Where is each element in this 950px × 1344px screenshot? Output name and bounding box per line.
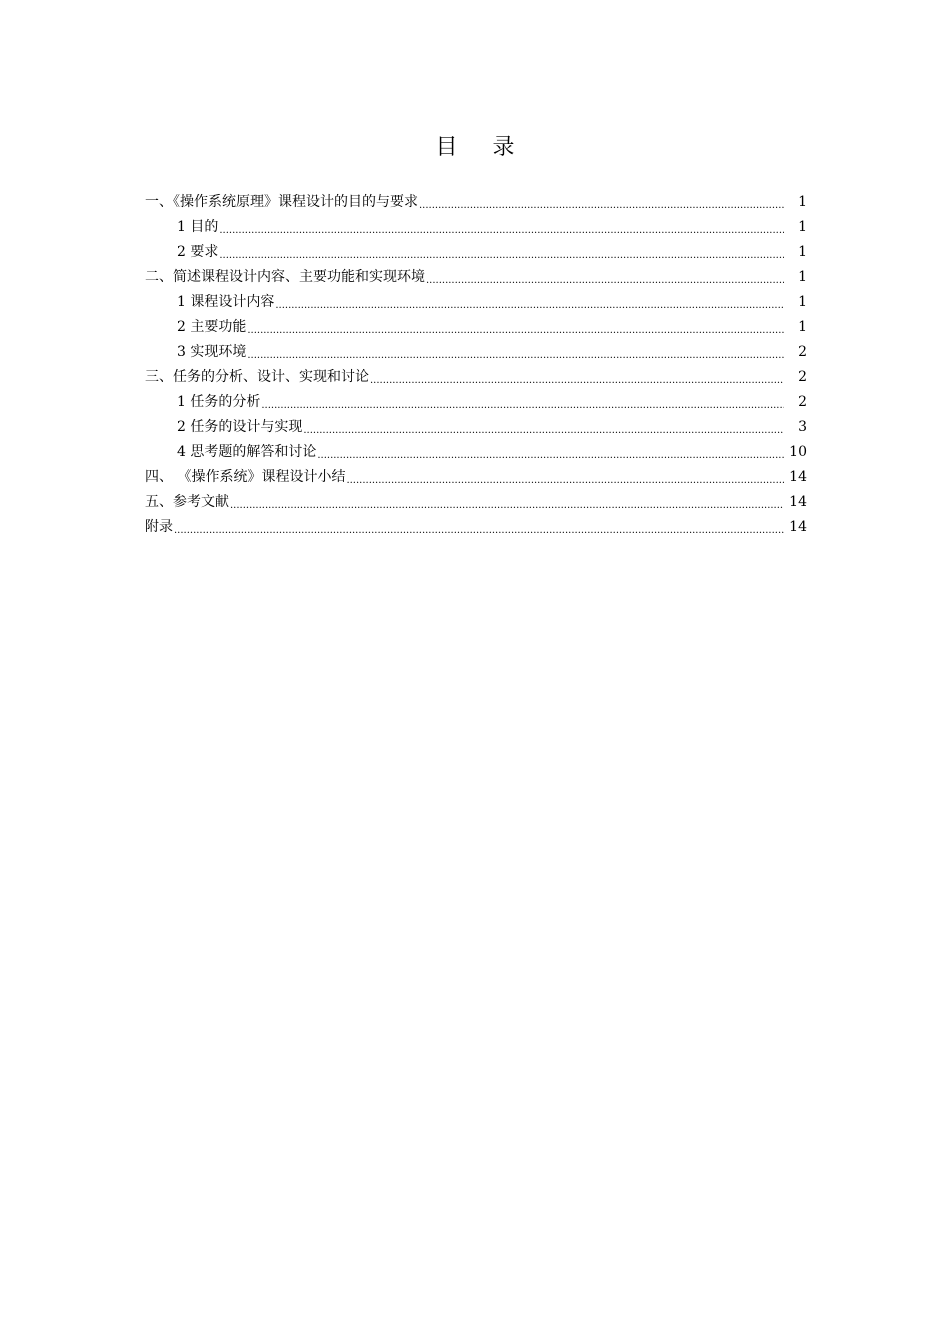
toc-dot-leader bbox=[174, 515, 784, 540]
toc-entry-text: 3 实现环境 bbox=[177, 344, 247, 360]
toc-dot-leader bbox=[303, 415, 784, 440]
toc-entry[interactable] bbox=[145, 265, 807, 290]
toc-page-number: 1 bbox=[798, 319, 807, 335]
toc-dot-leader bbox=[426, 265, 784, 290]
toc-dot-leader bbox=[230, 490, 784, 515]
toc-entry[interactable] bbox=[145, 190, 807, 215]
toc-dot-leader bbox=[219, 240, 784, 265]
toc-entry[interactable] bbox=[145, 490, 807, 515]
toc-dot-leader bbox=[419, 190, 784, 215]
toc-entry-text: 4 思考题的解答和讨论 bbox=[177, 444, 317, 460]
toc-dot-leader bbox=[247, 340, 784, 365]
toc-page-number: 1 bbox=[798, 294, 807, 310]
toc-entry-text: 一、《操作系统原理》课程设计的目的与要求 bbox=[145, 194, 418, 210]
toc-dot-leader bbox=[247, 315, 784, 340]
toc-entry-text: 五、参考文献 bbox=[145, 494, 229, 510]
toc-entry-text: 附录 bbox=[145, 519, 173, 535]
toc-entry-text: 1 目的 bbox=[177, 219, 219, 235]
toc-entry[interactable] bbox=[145, 240, 807, 265]
toc-page-number: 1 bbox=[798, 244, 807, 260]
toc-entry-text: 1 任务的分析 bbox=[177, 394, 261, 410]
toc-page-number: 2 bbox=[798, 344, 807, 360]
toc-entry-text: 1 课程设计内容 bbox=[177, 294, 275, 310]
toc-page-number: 14 bbox=[789, 494, 807, 510]
toc-page-number: 1 bbox=[798, 219, 807, 235]
toc-dot-leader bbox=[219, 215, 784, 240]
toc-entry[interactable] bbox=[145, 340, 807, 365]
toc-dot-leader bbox=[370, 365, 784, 390]
toc-dot-leader bbox=[275, 290, 784, 315]
toc-dot-leader bbox=[346, 465, 784, 490]
toc-entry-text: 二、简述课程设计内容、主要功能和实现环境 bbox=[145, 269, 425, 285]
toc-entry[interactable] bbox=[145, 365, 807, 390]
toc-page-number: 2 bbox=[798, 369, 807, 385]
toc-entry-text: 三、任务的分析、设计、实现和讨论 bbox=[145, 369, 369, 385]
toc-entry[interactable] bbox=[145, 390, 807, 415]
toc-entry[interactable] bbox=[145, 515, 807, 540]
toc-entry[interactable] bbox=[145, 215, 807, 240]
toc-entry[interactable] bbox=[145, 465, 807, 490]
toc-page-number: 3 bbox=[798, 419, 807, 435]
toc-entry[interactable] bbox=[145, 290, 807, 315]
toc-page-number: 14 bbox=[789, 519, 807, 535]
toc-page-number: 10 bbox=[789, 444, 807, 460]
toc-dot-leader bbox=[261, 390, 784, 415]
toc-dot-leader bbox=[317, 440, 784, 465]
toc-page-number: 14 bbox=[789, 469, 807, 485]
toc-entry-text: 2 任务的设计与实现 bbox=[177, 419, 303, 435]
toc-page-number: 1 bbox=[798, 269, 807, 285]
toc-title: 目 录 bbox=[435, 135, 529, 160]
toc-entry[interactable] bbox=[145, 415, 807, 440]
toc-entry-text: 四、 《操作系统》课程设计小结 bbox=[145, 469, 346, 485]
toc-page-number: 2 bbox=[798, 394, 807, 410]
toc-entry[interactable] bbox=[145, 315, 807, 340]
toc-entry-text: 2 要求 bbox=[177, 244, 219, 260]
toc-page-number: 1 bbox=[798, 194, 807, 210]
toc-entry[interactable] bbox=[145, 440, 807, 465]
toc-entry-text: 2 主要功能 bbox=[177, 319, 247, 335]
table-of-contents bbox=[145, 190, 807, 540]
